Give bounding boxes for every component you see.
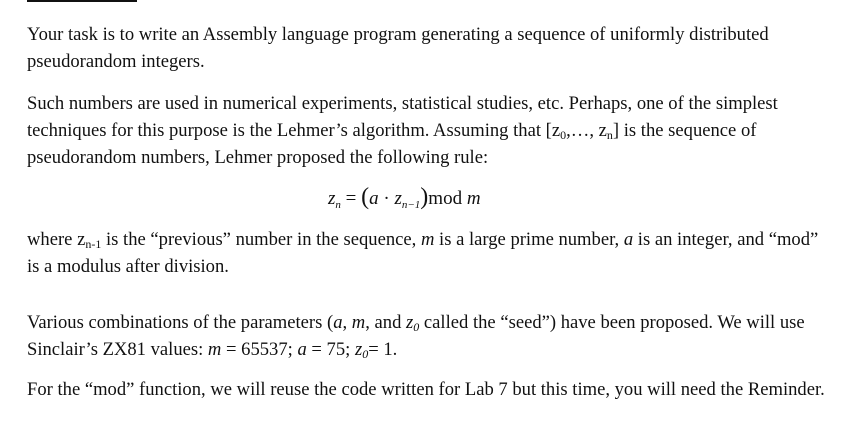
def-pre: where z <box>27 229 86 250</box>
formula-z-prev: z <box>394 188 402 209</box>
def-post3: is an integer, and “mod” is a modulus after division. <box>27 229 819 277</box>
param-t3: , and <box>365 312 407 333</box>
formula-m: m <box>466 188 481 209</box>
def-post1: is the “previous” number in the sequence, <box>101 229 421 250</box>
param-t6: = 75; <box>306 339 355 360</box>
param-m2: m <box>207 339 222 360</box>
lehmer-formula <box>328 184 481 219</box>
formula-close-paren: ) <box>420 184 429 210</box>
def-a: a <box>623 229 634 250</box>
formula-sub-n-1: n−1 <box>401 199 421 211</box>
def-subscript: n-1 <box>85 237 102 251</box>
definitions-paragraph <box>27 226 827 280</box>
formula-sub-n: n <box>335 199 341 211</box>
lehmer-text-b-post: ] is the <box>612 120 664 141</box>
lehmer-text-mid: ,…, z <box>566 120 607 141</box>
intro-paragraph: Your task is to write an Assembly language program generating a sequence of uniformly distributed pseudorandom integers. <box>27 24 769 72</box>
mod-function-paragraph: For the “mod” function, we will reuse the code written for Lab 7 but this time, you will need the Reminder. <box>27 379 825 400</box>
lehmer-text-a: Such numbers are used in numerical experiments, statistical studies, etc. Perhaps, one of the <box>27 93 712 114</box>
formula-a: a <box>369 188 379 209</box>
param-z-sub: 0 <box>413 320 420 334</box>
formula-dot: · <box>378 188 395 209</box>
parameters-paragraph <box>27 309 827 363</box>
lehmer-text-c: sequence of pseudorandom numbers, Lehmer proposed the following rule: <box>27 120 757 168</box>
param-z2: z <box>354 339 363 360</box>
formula-z: z <box>328 188 336 209</box>
param-z: z <box>406 312 414 333</box>
lehmer-paragraph <box>27 90 827 171</box>
subscript-n: n <box>606 128 613 142</box>
param-a: a <box>333 312 343 333</box>
subscript-zero: 0 <box>560 128 567 142</box>
def-post2: is a large prime number, <box>434 229 624 250</box>
param-t2: , <box>342 312 352 333</box>
param-t4: called the “seed”) have been proposed. We will use Sinclair’s ZX81 values: <box>27 312 805 360</box>
formula-open-paren: ( <box>361 184 370 210</box>
param-t5: = 65537; <box>221 339 298 360</box>
param-t7: = 1. <box>368 339 398 360</box>
formula-equals: = <box>340 188 362 209</box>
param-t1: Various combinations of the parameters ( <box>27 312 334 333</box>
param-m: m <box>351 312 366 333</box>
lehmer-text-b: simplest techniques for this purpose is the Lehmer’s algorithm. Assuming that [z <box>27 93 778 141</box>
top-rule <box>27 0 137 2</box>
param-a2: a <box>297 339 307 360</box>
formula-mod: mod <box>428 188 467 209</box>
param-z2-sub: 0 <box>362 347 369 361</box>
def-m: m <box>420 229 435 250</box>
